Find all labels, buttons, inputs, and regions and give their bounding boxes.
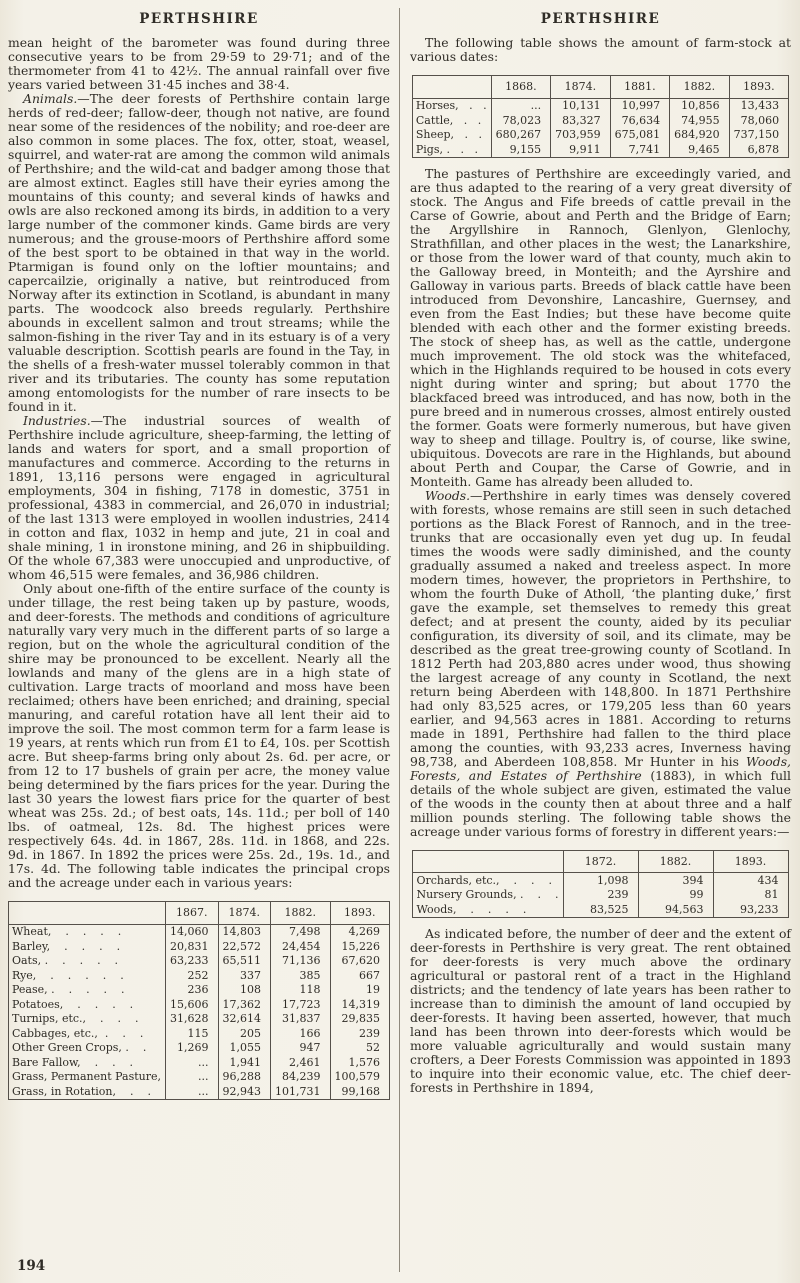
cell-value: 15,226	[330, 939, 390, 954]
cell-value: 1,055	[218, 1041, 271, 1056]
body-text: As indicated before, the number of deer and the extent of deer-forests in Perthshire is very great. The rent obtained for deer-forests is very much above the ordinary agricultural or pastoral rent of a tract in the Highland districts; and the tendency of late years has been rather to increase than to diminish the amount of land occupied by deer-forests. It having been asserted, however, that much land has been thrown into deer-forests which would be more valuable agriculturally and would sustain many crofters, a Deer Forests Commission was appointed in 1893 to inquire into their economic value, etc. The chief deer-forests in Perthshire in 1894,	[410, 925, 791, 1095]
column-header: 1893.	[729, 76, 789, 99]
cell-value: 6,878	[729, 142, 789, 157]
cell-value: 337	[218, 968, 271, 983]
cell-value: 29,835	[330, 1012, 390, 1027]
cell-value: 239	[330, 1026, 390, 1041]
cell-value: 166	[271, 1026, 331, 1041]
row-label: Rye, . . . . .	[11, 968, 124, 982]
table-row	[413, 888, 788, 903]
table-header-row	[412, 76, 788, 99]
cell-value: 17,362	[218, 997, 271, 1012]
row-label: Oats, . . . . .	[11, 954, 119, 967]
italic-text: Industries.	[23, 413, 91, 428]
row-label: Woods, . . . .	[416, 902, 527, 916]
rainfall-paragraph	[8, 36, 390, 92]
right-running-head: PERTHSHIRE	[540, 11, 661, 27]
cell-value: 14,060	[166, 924, 219, 939]
table-row	[412, 142, 788, 157]
cell-value: 684,920	[670, 128, 730, 143]
table-row	[8, 1070, 389, 1085]
row-label: Grass, Permanent Pasture,	[11, 1070, 162, 1083]
left-column	[0, 8, 399, 1272]
right-column	[400, 8, 800, 1272]
table-row	[8, 924, 389, 939]
table-row	[8, 1012, 389, 1027]
cell-value: 252	[166, 968, 219, 983]
cell-value: ...	[166, 1070, 219, 1085]
crops-table-wrap	[8, 901, 390, 1100]
cell-value: 1,098	[563, 873, 638, 888]
deer-forests-paragraph	[410, 927, 791, 1095]
row-label: Cabbages, etc., . . .	[11, 1026, 144, 1040]
cell-value: ...	[166, 1055, 219, 1070]
row-label: Grass, in Rotation, . .	[11, 1084, 151, 1098]
cell-value: 10,856	[670, 98, 730, 113]
body-text: —The industrial sources of wealth of Perthshire include agriculture, sheep-farming, the letting of lands and waters for sport, and a small proportion of manufactures and commerce. According to the returns in 1891, 13,116 persons were engaged in agricultural employments, 304 in fishing, 7178 in domestic, 3751 in professional, 4383 in commercial, and 26,070 in industrial; of the last 1313 were employed in woollen industries, 2414 in cotton and flax, 1032 in hemp and jute, 21 in coal and shale mining, 1 in ironstone mining, and 26 in shipbuilding. Of the whole 67,383 were unoccupied and unproductive, of whom 46,515 were females, and 36,986 children.	[8, 413, 390, 582]
forestry-table-wrap	[410, 850, 791, 918]
table-row	[8, 1026, 389, 1041]
table-row	[8, 954, 389, 969]
cell-value: 394	[638, 873, 713, 888]
row-label: Orchards, etc., . . .	[416, 873, 553, 887]
cell-value: 81	[713, 888, 788, 903]
table-row	[8, 997, 389, 1012]
cell-value: 99	[638, 888, 713, 903]
pastures-paragraph	[410, 167, 791, 489]
body-text: —Perthshire in early times was densely covered with forests, whose remains are still seen in such detached portions as the Black Forest of Rannoch, and in the tree-trunks that are occasionally even yet dug up. In feudal times the woods were sadly diminished, and the county gradually assumed a naked and treeless aspect. In more modern times, however, the proprietors in Perthshire, to whom the fourth Duke of Atholl, ‘the planting duke,’ first gave the example, set themselves to remedy this great defect; and at present the county, aided by its peculiar configuration, its diversity of soil, and its climate, may be described as the great tree-growing county of Scotland. In 1812 Perth had 203,880 acres under wood, thus showing the largest acreage of any county in Scotland, the next return being Aberdeen with 148,800. In 1871 Perthshire had only 83,525 acres, or 179,205 less than 60 years earlier, and 94,563 acres in 1881. According to returns made in 1891, Perthshire had fallen to the third place among the counties, with 93,233 acres, Inverness having 98,738, and Aberdeen 108,858. Mr Hunter in his	[410, 487, 791, 769]
cell-value: 13,433	[729, 98, 789, 113]
cell-value: 31,628	[166, 1012, 219, 1027]
cell-value: 385	[271, 968, 331, 983]
column-header: 1882.	[670, 76, 730, 99]
cell-value: 78,023	[491, 113, 551, 128]
cell-value: 100,579	[330, 1070, 390, 1085]
cell-value: ...	[166, 1084, 219, 1099]
row-label: Horses, . .	[415, 99, 487, 112]
cell-value: 24,454	[271, 939, 331, 954]
cell-value: 1,941	[218, 1055, 271, 1070]
body-text: —The deer forests of Perthshire contain large herds of red-deer; fallow-deer, though not native, are found near some of the residences of the nobility; and roe-deer are also common in some places. The fox, otter, stoat, weasel, squirrel, and water-rat are among the common wild animals of Perthshire; and the wild-cat and badger among those that are almost extinct. Eagles still have their eyries among the mountains of this county; and several kinds of hawks and owls are also reckoned among its birds, in addition to a very large number of the commoner kinds. Game birds are very numerous; and the grouse-moors of Perthshire afford some of the best sport to be obtained in that way in the world. Ptarmigan is found only on the loftier mountains; and capercailzie, originally a native, but reintroduced from Norway after its extinction in Scotland, is abundant in many parts. The woodcock also breeds regularly. Perthshire abounds in excellent salmon and trout streams; while the salmon-fishing in the river Tay and in its estuary is of a very valuable description. Scottish pearls are found in the Tay, in the shells of a fresh-water mussel tolerably common in that river and its tributaries. The county has some reputation among entomologists for the number of rare insects to be found in it.	[8, 91, 390, 414]
cell-value: 1,576	[330, 1055, 390, 1070]
cell-value: 2,461	[271, 1055, 331, 1070]
row-label: Bare Fallow, . . .	[11, 1055, 134, 1069]
cell-value: 78,060	[729, 113, 789, 128]
cell-value: 17,723	[271, 997, 331, 1012]
cell-value: 9,155	[491, 142, 551, 157]
cell-value: 94,563	[638, 902, 713, 917]
body-text: The pastures of Perthshire are exceedingly varied, and are thus adapted to the rearing of a very great diversity of stock. The Angus and Fife breeds of cattle prevail in the Carse of Gowrie, about and Perth and the Bridge of Earn; the Argyllshire in Rannoch, Glenlyon, Glenlochy, Strathfillan, and other places in the west; the Lanarkshire, or those from the lower ward of that county, much akin to the Galloway breed, in Monteith; and the Ayrshire and Galloway in various parts. Breeds of black cattle have been introduced from Devonshire, Lancashire, Guernsey, and even from the East Indies; but these have become quite blended with each other and the former existing breeds. The stock of sheep has, as well as the cattle, undergone much improvement. The old stock was the whitefaced, which in the Highlands required to be housed in cots every night during winter and spring; but about 1770 the blackfaced breed was introduced, and has now, both in the pure breed and in numerous crosses, almost entirely ousted the former. Goats were formerly numerous, but have given way to sheep and tillage. Poultry is, of course, like swine, ubiquitous. Dovecots are rare in the Highlands, but abound about Perth and Coupar, the Carse of Gowrie, and in Monteith. Game has already been alluded to.	[410, 165, 791, 489]
cell-value: 7,741	[610, 142, 670, 157]
cell-value: 31,837	[271, 1012, 331, 1027]
cell-value: 20,831	[166, 939, 219, 954]
column-header: 1867.	[166, 902, 219, 925]
cell-value: 32,614	[218, 1012, 271, 1027]
cell-value: 22,572	[218, 939, 271, 954]
cell-value: 9,465	[670, 142, 730, 157]
body-text: (1883), in which full details of the whole subject are given, estimated the value of the woods in the county then at about three and a half million pounds sterling. The following table shows the acreage under various forms of forestry in different years:—	[410, 767, 791, 839]
row-label: Turnips, etc., . . .	[11, 1012, 139, 1025]
cell-value: 83,525	[563, 902, 638, 917]
row-label: Pease, . . . . .	[11, 983, 125, 996]
cell-value: 703,959	[551, 128, 611, 143]
woods-paragraph	[410, 489, 791, 839]
cell-value: 10,131	[551, 98, 611, 113]
cell-value: 14,319	[330, 997, 390, 1012]
table-corner-cell	[8, 902, 165, 925]
animals-paragraph	[8, 92, 390, 414]
italic-text: Animals.	[23, 91, 78, 106]
column-header: 1893.	[330, 902, 390, 925]
table-row	[413, 873, 788, 888]
cell-value: ...	[491, 98, 551, 113]
table-row	[8, 939, 389, 954]
cell-value: 7,498	[271, 924, 331, 939]
table-row	[8, 983, 389, 998]
italic-text: Woods, Forests, and Estates of Perthshire	[410, 753, 791, 783]
cell-value: 205	[218, 1026, 271, 1041]
table-header-row	[8, 902, 389, 925]
cell-value: 4,269	[330, 924, 390, 939]
row-label: Cattle, . .	[415, 113, 482, 127]
left-running-head: PERTHSHIRE	[139, 11, 259, 27]
table-row	[8, 1041, 389, 1056]
cell-value: 76,634	[610, 113, 670, 128]
row-label: Pigs, . . .	[415, 142, 478, 156]
column-header: 1893.	[713, 850, 788, 873]
stock-table	[412, 75, 789, 158]
cell-value: 675,081	[610, 128, 670, 143]
column-header: 1874.	[218, 902, 271, 925]
row-label: Barley, . . . .	[11, 939, 121, 953]
column-header: 1868.	[491, 76, 551, 99]
cell-value: 52	[330, 1041, 390, 1056]
page-number: 194	[17, 1258, 46, 1274]
table-row	[8, 968, 389, 983]
row-label: Potatoes, . . . .	[11, 997, 134, 1011]
cell-value: 65,511	[218, 954, 271, 969]
table-row	[412, 98, 788, 113]
cell-value: 63,233	[166, 954, 219, 969]
cell-value: 239	[563, 888, 638, 903]
cell-value: 96,288	[218, 1070, 271, 1085]
table-row	[8, 1084, 389, 1099]
table-corner-cell	[412, 76, 491, 99]
cell-value: 67,620	[330, 954, 390, 969]
agriculture-paragraph	[8, 582, 390, 890]
table-row	[412, 128, 788, 143]
table-header-row	[413, 850, 788, 873]
industries-paragraph	[8, 414, 390, 582]
cell-value: 236	[166, 983, 219, 998]
column-header: 1872.	[563, 850, 638, 873]
cell-value: 947	[271, 1041, 331, 1056]
cell-value: 19	[330, 983, 390, 998]
body-text: The following table shows the amount of farm-stock at various dates:	[410, 35, 791, 64]
cell-value: 14,803	[218, 924, 271, 939]
crops-table	[8, 901, 390, 1100]
forestry-table	[412, 850, 788, 918]
cell-value: 667	[330, 968, 390, 983]
stock-table-wrap	[410, 75, 791, 158]
row-label: Nursery Grounds, . . .	[416, 888, 559, 901]
left-column-body	[8, 36, 390, 1100]
table-row	[412, 113, 788, 128]
right-column-body	[410, 36, 791, 1095]
table-row	[413, 902, 788, 917]
table-row	[8, 1055, 389, 1070]
cell-value: 434	[713, 873, 788, 888]
cell-value: 84,239	[271, 1070, 331, 1085]
cell-value: 74,955	[670, 113, 730, 128]
cell-value: 99,168	[330, 1084, 390, 1099]
body-text: mean height of the barometer was found during three consecutive years to be from 29·59 to 29·71; and of the thermometer from 41 to 42½. The annual rainfall over five years varied between 31·45 inches and 38·4.	[8, 35, 390, 92]
cell-value: 92,943	[218, 1084, 271, 1099]
column-header: 1882.	[638, 850, 713, 873]
table-corner-cell	[413, 850, 563, 873]
farm-stock-intro	[410, 36, 791, 64]
column-header: 1874.	[551, 76, 611, 99]
cell-value: 108	[218, 983, 271, 998]
cell-value: 1,269	[166, 1041, 219, 1056]
italic-text: Woods.	[425, 487, 471, 503]
cell-value: 93,233	[713, 902, 788, 917]
cell-value: 115	[166, 1026, 219, 1041]
cell-value: 737,150	[729, 128, 789, 143]
cell-value: 83,327	[551, 113, 611, 128]
row-label: Sheep, . .	[415, 128, 483, 141]
column-header: 1881.	[610, 76, 670, 99]
row-label: Other Green Crops, . .	[11, 1041, 147, 1054]
cell-value: 680,267	[491, 128, 551, 143]
cell-value: 118	[271, 983, 331, 998]
cell-value: 101,731	[271, 1084, 331, 1099]
body-text: Only about one-fifth of the entire surface of the county is under tillage, the rest being taken up by pasture, woods, and deer-forests. The methods and conditions of agriculture naturally vary very much in the different parts of so large a region, but on the whole the agricultural condition of the shire may be pronounced to be excellent. Nearly all the lowlands and many of the glens are in a high state of cultivation. Large tracts of moorland and moss have been reclaimed; others have been enriched; and draining, special manuring, and careful rotation have all lent their aid to improve the soil. The most common term for a farm lease is 19 years, at rents which run from £1 to £4, 10s. per Scottish acre. But sheep-farms bring only about 2s. 6d. per acre, or from 12 to 17 bushels of grain per acre, the money value being determined by the fiars prices for the year. During the last 30 years the lowest fiars price for the quarter of best wheat was 25s. 2d.; of best oats, 14s. 11d.; per boll of 140 lbs. of oatmeal, 12s. 8d. The highest prices were respectively 64s. 4d. in 1867, 28s. 11d. in 1868, and 22s. 9d. in 1867. In 1892 the prices were 25s. 2d., 19s. 1d., and 17s. 4d. The following table indicates the principal crops and the acreage under each in various years:	[8, 581, 390, 890]
cell-value: 71,136	[271, 954, 331, 969]
row-label: Wheat, . . . .	[11, 925, 122, 938]
cell-value: 15,606	[166, 997, 219, 1012]
column-header: 1882.	[271, 902, 331, 925]
cell-value: 9,911	[551, 142, 611, 157]
cell-value: 10,997	[610, 98, 670, 113]
